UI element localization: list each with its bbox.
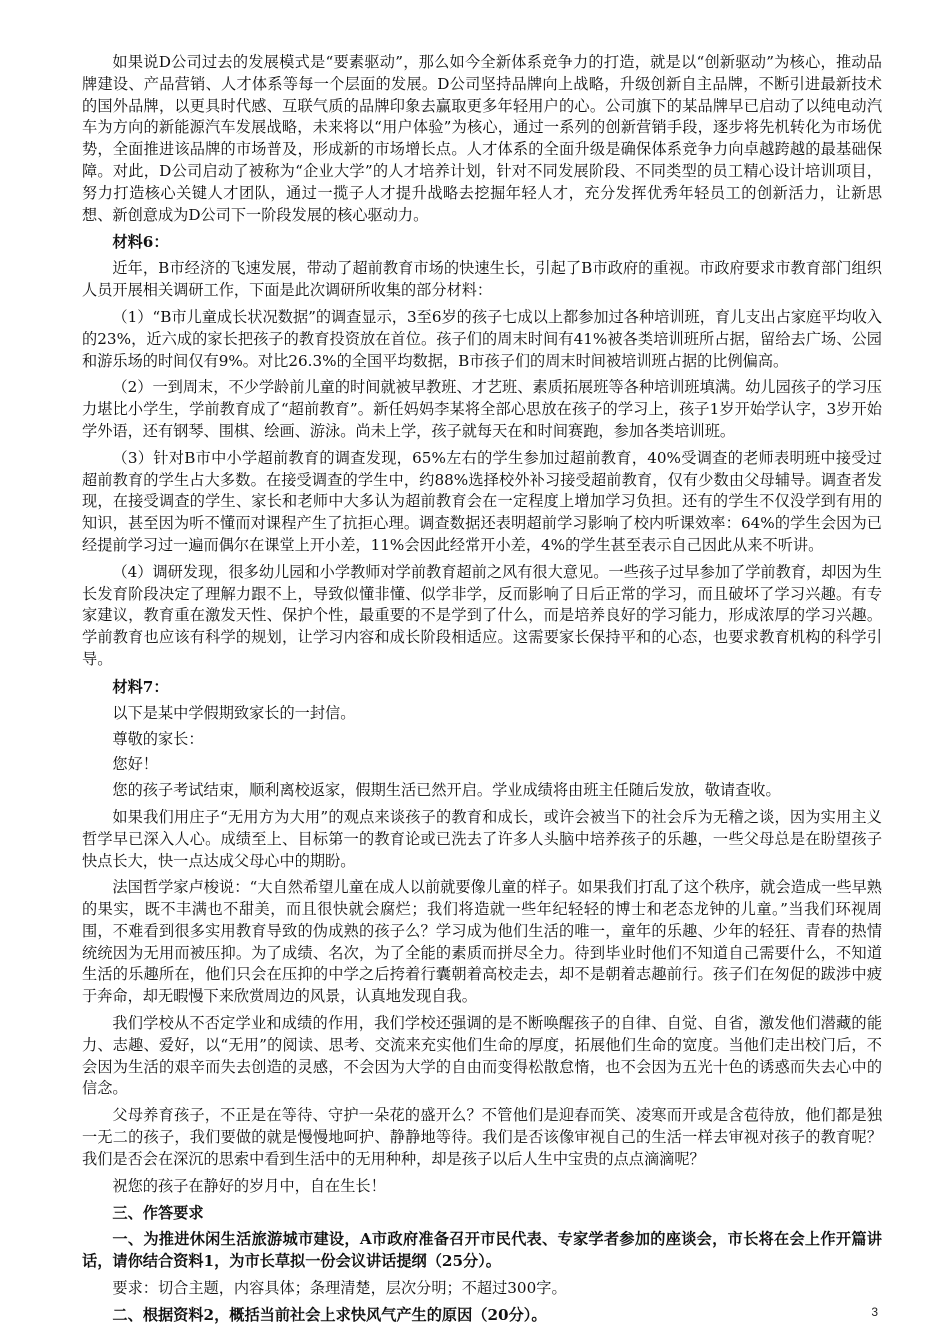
letter-paragraph-3: 法国哲学家卢梭说：“大自然希望儿童在成人以前就要像儿童的样子。如果我们打乱了这个秩序，就会造成一些早熟的果实，既不丰满也不甜美，而且很快就会腐烂；我们将造就一些年纪轻轻的博士和老态龙钟的儿童。”当我们环视周围，不难看到很多实用教育导致的伪成熟的孩子么？学习成为他们生活的唯一，童年的乐趣、少年的轻狂、青春的热情统统因为无用而被压抑。为了成绩、名次，为了全能的素质而拼尽全力。待到毕业时他们不知道自己需要什么，不知道生活的乐趣所在，他们只会在压抑的中学之后挎着行囊朝着高校走去，却不是朝着志趣前行。孩子们在匆促的跋涉中疲于奔命，却无暇慢下来欣赏周边的风景，认真地发现自我。 xyxy=(82,878,882,1006)
material6-item-4: （4）调研发现，很多幼儿园和小学教师对学前教育超前之风有很大意见。一些孩子过早参加了学前教育，却因为生长发育阶段决定了理解力跟不上，导致似懂非懂、似学非学，反而影响了日后正常的学习，而且破坏了学习兴趣。有专家建议，教育重在激发天性、保护个性，最重要的不是学到了什么，而是培养良好的学习能力，形成浓厚的学习兴趣。学前教育也应该有科学的规划，让学习内容和成长阶段相适应。这需要家长保持平和的心态，也要求教育机构的科学引导。 xyxy=(82,562,882,668)
material6-intro: 近年，B市经济的飞速发展，带动了超前教育市场的快速生长，引起了B市政府的重视。市政府要求市教育部门组织人员开展相关调研工作，下面是此次调研所收集的部分材料： xyxy=(82,259,882,300)
letter-paragraph-4: 我们学校从不否定学业和成绩的作用，我们学校还强调的是不断唤醒孩子的自律、自觉、自省，激发他们潜藏的能力、志趣、爱好，以“无用”的阅读、思考、交流来充实他们生命的厚度，拓展他们生命的宽度。当他们走出校门后，不会因为生活的艰辛而失去创造的灵感，不会因为大学的自由而变得松散怠惰，也不会因为五光十色的诱惑而失去心中的信念。 xyxy=(82,1014,882,1098)
letter-salutation: 尊敬的家长： xyxy=(112,729,204,748)
material6-item-1: （1）“B市儿童成长状况数据”的调查显示，3至6岁的孩子七成以上都参加过各种培训班，育儿支出占家庭平均收入的23%，近六成的家长把孩子的教育投资放在首位。孩子们的周末时间有41%被各类培训班所占据，留给去广场、公园和游乐场的时间仅有9%。对比26.3%的全国平均数据，B市孩子们的周末时间被培训班占据的比例偏高。 xyxy=(82,307,882,370)
page-number: 3 xyxy=(871,1305,878,1319)
material6-item-2: （2）一到周末，不少学龄前儿童的时间就被早教班、才艺班、素质拓展班等各种培训班填满。幼儿园孩子的学习压力堪比小学生，学前教育成了“超前教育”。新任妈妈李某将全部心思放在孩子的学习上，孩子1岁开始学认字，3岁开始学外语，还有钢琴、围棋、绘画、游泳。尚未上学，孩子就每天在和时间赛跑，参加各类培训班。 xyxy=(82,378,882,440)
letter-closing: 祝您的孩子在静好的岁月中，自在生长！ xyxy=(112,1176,386,1195)
task-2: 二、根据资料2，概括当前社会上求快风气产生的原因（20分）。 xyxy=(112,1305,547,1324)
document-page xyxy=(82,52,882,1332)
material6-item-3: （3）针对B市中小学超前教育的调查发现，65%左右的学生参加过超前教育，40%受调查的老师表明班中接受过超前教育的学生占大多数。在接受调查的学生中，约88%选择校外补习接受超前教育，仅有少数由父母辅导。调查者发现，在接受调查的学生、家长和老师中大多认为超前教育会在一定程度上增加学习负担。还有的学生不仅没学到有用的知识，甚至因为听不懂而对课程产生了抗拒心理。调查数据还表明超前学习影响了校内听课效率：64%的学生会因为已经提前学习过一遍而偶尔在课堂上开小差，11%会因此经常开小差，4%的学生甚至表示自己因此从来不听讲。 xyxy=(82,448,882,554)
material7-heading: 材料7： xyxy=(112,677,169,696)
letter-paragraph-2: 如果我们用庄子“无用方为大用”的观点来谈孩子的教育和成长，或许会被当下的社会斥为无稽之谈，因为实用主义哲学早已深入人心。成绩至上、目标第一的教育论或已洗去了许多人头脑中培养孩子的乐趣，一些父母总是在盼望孩子快点长大，快一点达成父母心中的期盼。 xyxy=(82,807,882,870)
letter-paragraph-1: 您的孩子考试结束，顺利离校返家，假期生活已然开启。学业成绩将由班主任随后发放，敬请查收。 xyxy=(112,781,781,800)
section3-heading: 三、作答要求 xyxy=(112,1204,204,1223)
material6-heading: 材料6： xyxy=(112,233,169,252)
letter-intro: 以下是某中学假期致家长的一封信。 xyxy=(112,703,356,722)
letter-paragraph-5: 父母养育孩子，不正是在等待、守护一朵花的盛开么？不管他们是迎春而笑、凌寒而开或是含苞待放，他们都是独一无二的孩子，我们要做的就是慢慢地呵护、静静地等待。我们是否该像审视自己的生活一样去审视对孩子的教育呢？我们是否会在深沉的思索中看到生活中的无用种种，却是孩子以后人生中宝贵的点点滴滴呢？ xyxy=(82,1106,882,1168)
letter-greeting: 您好！ xyxy=(112,755,158,774)
paragraph-d-company: 如果说D公司过去的发展模式是“要素驱动”，那么如今全新体系竞争力的打造，就是以“创新驱动”为核心，推动品牌建设、产品营销、人才体系等每一个层面的发展。D公司坚持品牌向上战略，升级创新自主品牌，不断引进最新技术的国外品牌，以更具时代感、互联气质的品牌印象去赢取更多年轻用户的心。公司旗下的某品牌早已启动了以纯电动汽车为方向的新能源汽车发展战略，未来将以“用户体验”为核心，通过一系列的创新营销手段，逐步将先机转化为市场优势，全面推进该品牌的市场普及，形成新的市场增长点。人才体系的全面升级是确保体系竞争力向卓越跨越的最基础保障。对此，D公司启动了被称为“企业大学”的人才培养计划，针对不同发展阶段、不同类型的员工精心设计培训项目，努力打造核心关键人才团队，通过一揽子人才提升战略去挖掘年轻人才，充分发挥优秀年轻员工的创新活力，让新思想、新创意成为D公司下一阶段发展的核心驱动力。 xyxy=(82,53,882,224)
task-1: 一、为推进休闲生活旅游城市建设，A市政府准备召开市民代表、专家学者参加的座谈会，市长将在会上作开篇讲话，请你结合资料1，为市长草拟一份会议讲话提纲（25分）。 xyxy=(82,1230,882,1271)
task-1-requirements: 要求：切合主题，内容具体；条理清楚，层次分明；不超过300字。 xyxy=(112,1279,567,1298)
